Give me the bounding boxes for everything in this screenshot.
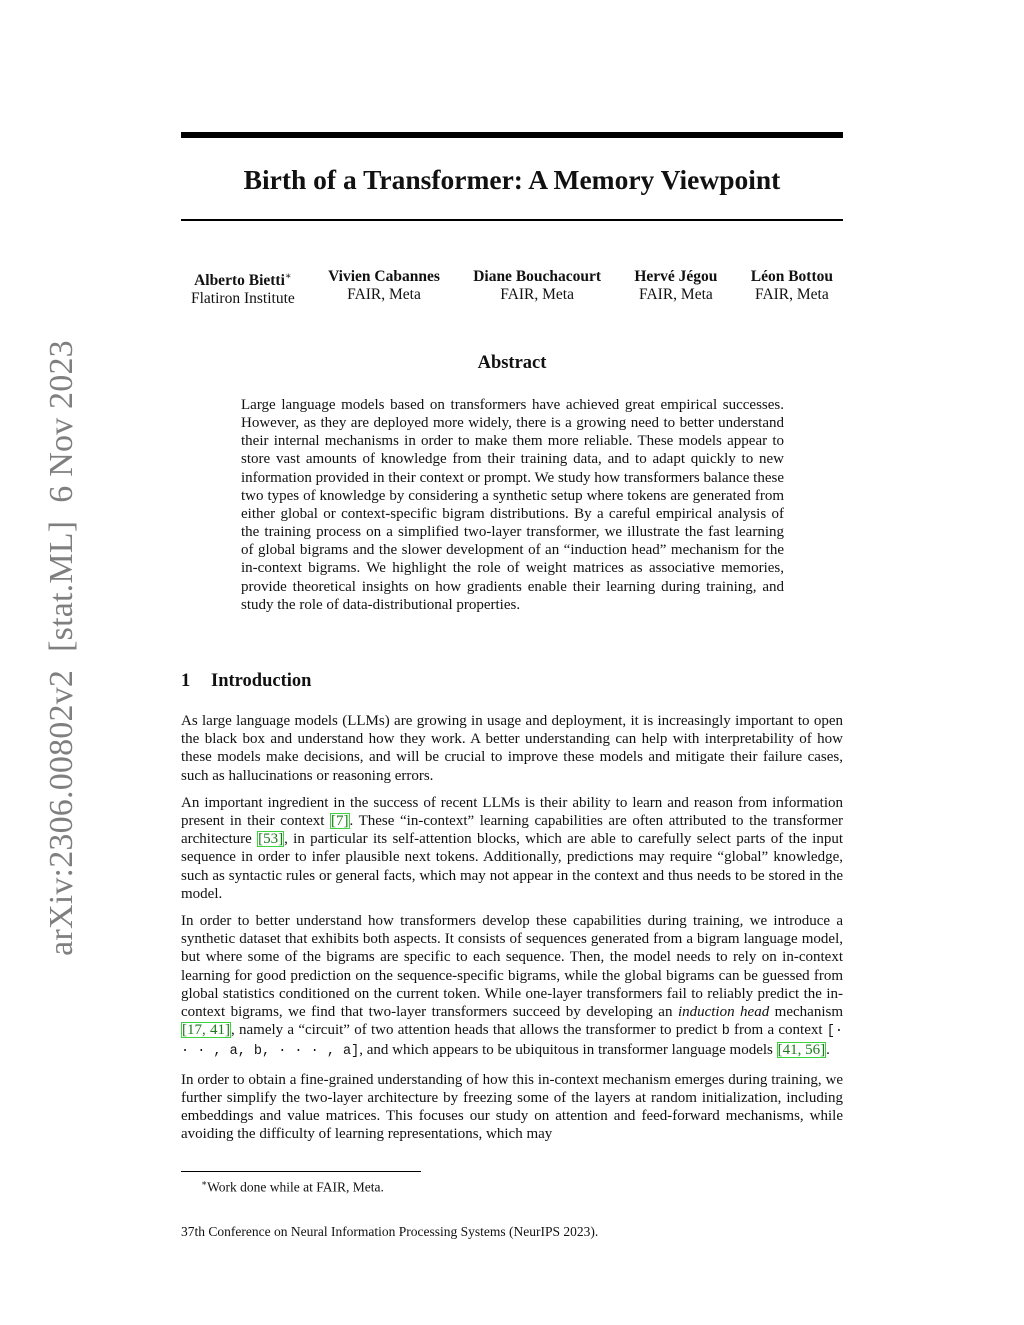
author-block — [328, 268, 440, 308]
citation-link[interactable]: [53] — [258, 831, 284, 848]
conference-footer: 37th Conference on Neural Information Processing Systems (NeurIPS 2023). — [181, 1224, 599, 1239]
author-name: Léon Bottou — [750, 268, 833, 285]
paragraph: An important ingredient in the success of recent LLMs is their ability to learn and reason from information present in their context [7]. These “in-context” learning capabilities are often attributed to the transformer architecture [53], in particular its self-attention blocks, which are able to carefully select parts of the input sequence in order to infer plausible next tokens. Additionally, predictions may require “global” knowledge, such as syntactic rules or general facts, which may not appear in the context and thus needs to be stored in the model. — [181, 794, 843, 902]
author-affiliation: Flatiron Institute — [191, 290, 295, 308]
section-heading — [181, 670, 311, 692]
footnote-text: Work done while at FAIR, Meta. — [207, 1179, 384, 1195]
author-block — [473, 268, 601, 308]
token-symbol: b — [721, 1024, 730, 1040]
introduction-body — [181, 712, 843, 1152]
emphasis-term: induction head — [677, 1004, 770, 1021]
author-name: Diane Bouchacourt — [473, 268, 602, 285]
author-affiliation: FAIR, Meta — [754, 286, 829, 303]
author-affiliation: FAIR, Meta — [347, 286, 421, 303]
author-affiliation: FAIR, Meta — [500, 286, 574, 303]
author-name: Alberto Bietti — [194, 272, 285, 290]
section-number: 1 — [181, 671, 191, 691]
author-footnote-mark[interactable]: ∗ — [284, 271, 292, 282]
paragraph: In order to better understand how transformers develop these capabilities during training, we introduce a synthetic dataset that exhibits both aspects. It consists of sequences generated from a bigram language model, but where some of the bigrams are specific to each sequence. Then, the model needs to rely on in-context learning for good prediction on the sequence-specific bigrams, while the global bigrams can be guessed from global statistics conditioned on the current token. While one-layer transformers fail to reliably predict the in-context bigrams, we find that two-layer transformers succeed by developing an induction head mechanism [17, 41], namely a “circuit” of two attention heads that allows the transformer to predict b from a context [· · · , a, b, · · · , a], and which appears to be ubiquitous in transformer language models [41, 56]. — [181, 913, 843, 1060]
context-expression: [· · · , a, b, · · · , a] — [181, 1024, 843, 1060]
arxiv-category: [stat.ML] — [43, 520, 80, 652]
footnote-mark: ∗ — [201, 1178, 208, 1188]
citation-link[interactable]: [41, 56] — [777, 1042, 826, 1059]
footnote-rule — [181, 1171, 421, 1172]
section-title: Introduction — [211, 671, 312, 691]
author-affiliation: FAIR, Meta — [639, 286, 713, 303]
author-block — [191, 268, 295, 308]
arxiv-date: 6 Nov 2023 — [43, 340, 80, 503]
arxiv-identifier-stamp — [43, 340, 81, 956]
author-block — [751, 268, 833, 308]
title-top-rule — [181, 132, 843, 138]
author-list — [191, 268, 833, 308]
abstract-text: Large language models based on transformers have achieved great empirical successes. However, as they are deployed more widely, there is a growing need to better understand their internal mechanisms in order to make them more reliable. These models appear to store vast amounts of knowledge from their training data, and to adapt quickly to new information provided in their context or prompt. We study how transformers balance these two types of knowledge by considering a synthetic setup where tokens are generated from either global or context-specific bigram distributions. By a careful empirical analysis of the training process on a simplified two-layer transformer, we illustrate the fast learning of global bigrams and the slower development of an “induction head” mechanism for the in-context bigrams. We highlight the role of weight matrices as associative memories, provide theoretical insights on how gradients enable their learning during training, and study the role of data-distributional properties. — [241, 397, 784, 613]
arxiv-id: arXiv:2306.00802v2 — [43, 669, 80, 956]
author-block — [634, 268, 717, 308]
title-bottom-rule — [181, 219, 843, 221]
paper-title: Birth of a Transformer: A Memory Viewpoint — [243, 164, 781, 195]
author-name: Hervé Jégou — [634, 268, 718, 285]
author-name: Vivien Cabannes — [328, 268, 440, 285]
paragraph: In order to obtain a fine-grained understanding of how this in-context mechanism emerges during training, we further simplify the two-layer architecture by freezing some of the layers at random initialization, including embeddings and value matrices. This focuses our study on attention and feed-forward mechanisms, while avoiding the difficulty of learning representations, which may — [181, 1071, 843, 1143]
citation-link[interactable]: [7] — [331, 813, 349, 830]
footnote — [201, 1175, 384, 1196]
citation-link[interactable]: [17, 41] — [182, 1022, 230, 1039]
paragraph: As large language models (LLMs) are growing in usage and deployment, it is increasingly important to open the black box and understand how they work. A better understanding can help with interpretability of how these models make decisions, and will be crucial to improve these models and mitigate their failure cases, such as hallucinations or reasoning errors. — [181, 713, 843, 784]
abstract-heading: Abstract — [477, 353, 547, 373]
